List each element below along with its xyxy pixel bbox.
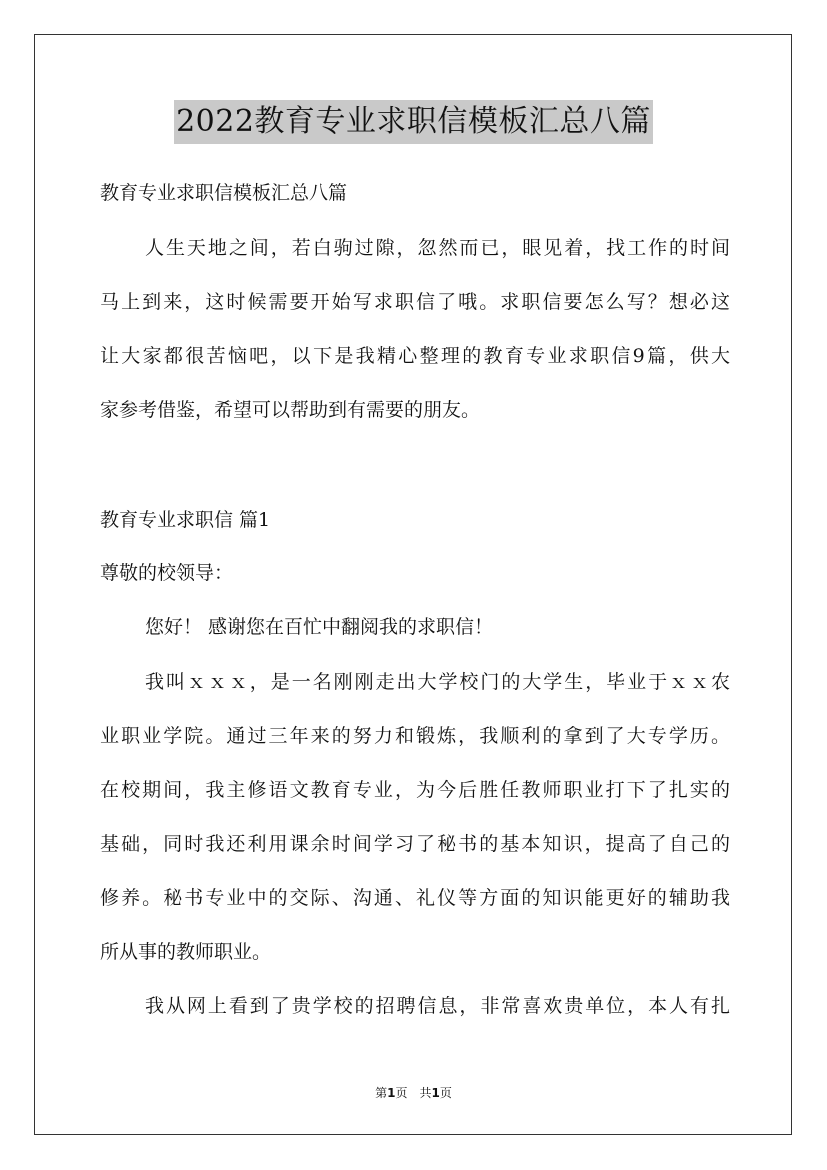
greeting: 您好！ 感谢您在百忙中翻阅我的求职信！ (145, 616, 494, 638)
footer-page-suffix: 页 (439, 1086, 452, 1100)
intro-line-4: 家参考借鉴，希望可以帮助到有需要的朋友。 (100, 399, 481, 421)
para1-line-4: 基础，同时我还利用课余时间学习了秘书的基本知识，提高了自己的 (100, 833, 730, 855)
para1-line-5: 修养。秘书专业中的交际、沟通、礼仪等方面的知识能更好的辅助我 (100, 887, 730, 909)
salutation: 尊敬的校领导： (100, 562, 234, 584)
intro-line-1: 人生天地之间，若白驹过隙，忽然而已，眼见着，找工作的时间 (145, 237, 730, 259)
footer-total-pages: 1 (431, 1086, 440, 1100)
page-footer (0, 1084, 827, 1101)
section-heading: 教育专业求职信 篇1 (100, 509, 271, 531)
para2-line-1: 我从网上看到了贵学校的招聘信息，非常喜欢贵单位，本人有扎 (145, 995, 730, 1017)
footer-page-mid: 页 共 (395, 1086, 432, 1100)
para1-line-1: 我叫ｘｘｘ，是一名刚刚走出大学校门的大学生，毕业于ｘｘ农 (145, 671, 730, 693)
footer-page-prefix: 第 (375, 1086, 388, 1100)
document-title: 2022教育专业求职信模板汇总八篇 (0, 100, 827, 144)
para1-line-2: 业职业学院。通过三年来的努力和锻炼，我顺利的拿到了大专学历。 (100, 725, 730, 747)
document-subtitle: 教育专业求职信模板汇总八篇 (100, 182, 348, 204)
para1-line-3: 在校期间，我主修语文教育专业，为今后胜任教师职业打下了扎实的 (100, 779, 730, 801)
footer-page-number: 1 (387, 1086, 396, 1100)
intro-line-3: 让大家都很苦恼吧，以下是我精心整理的教育专业求职信9篇，供大 (100, 345, 730, 367)
intro-line-2: 马上到来，这时候需要开始写求职信了哦。求职信要怎么写？想必这 (100, 291, 730, 313)
para1-line-6: 所从事的教师职业。 (100, 941, 272, 963)
